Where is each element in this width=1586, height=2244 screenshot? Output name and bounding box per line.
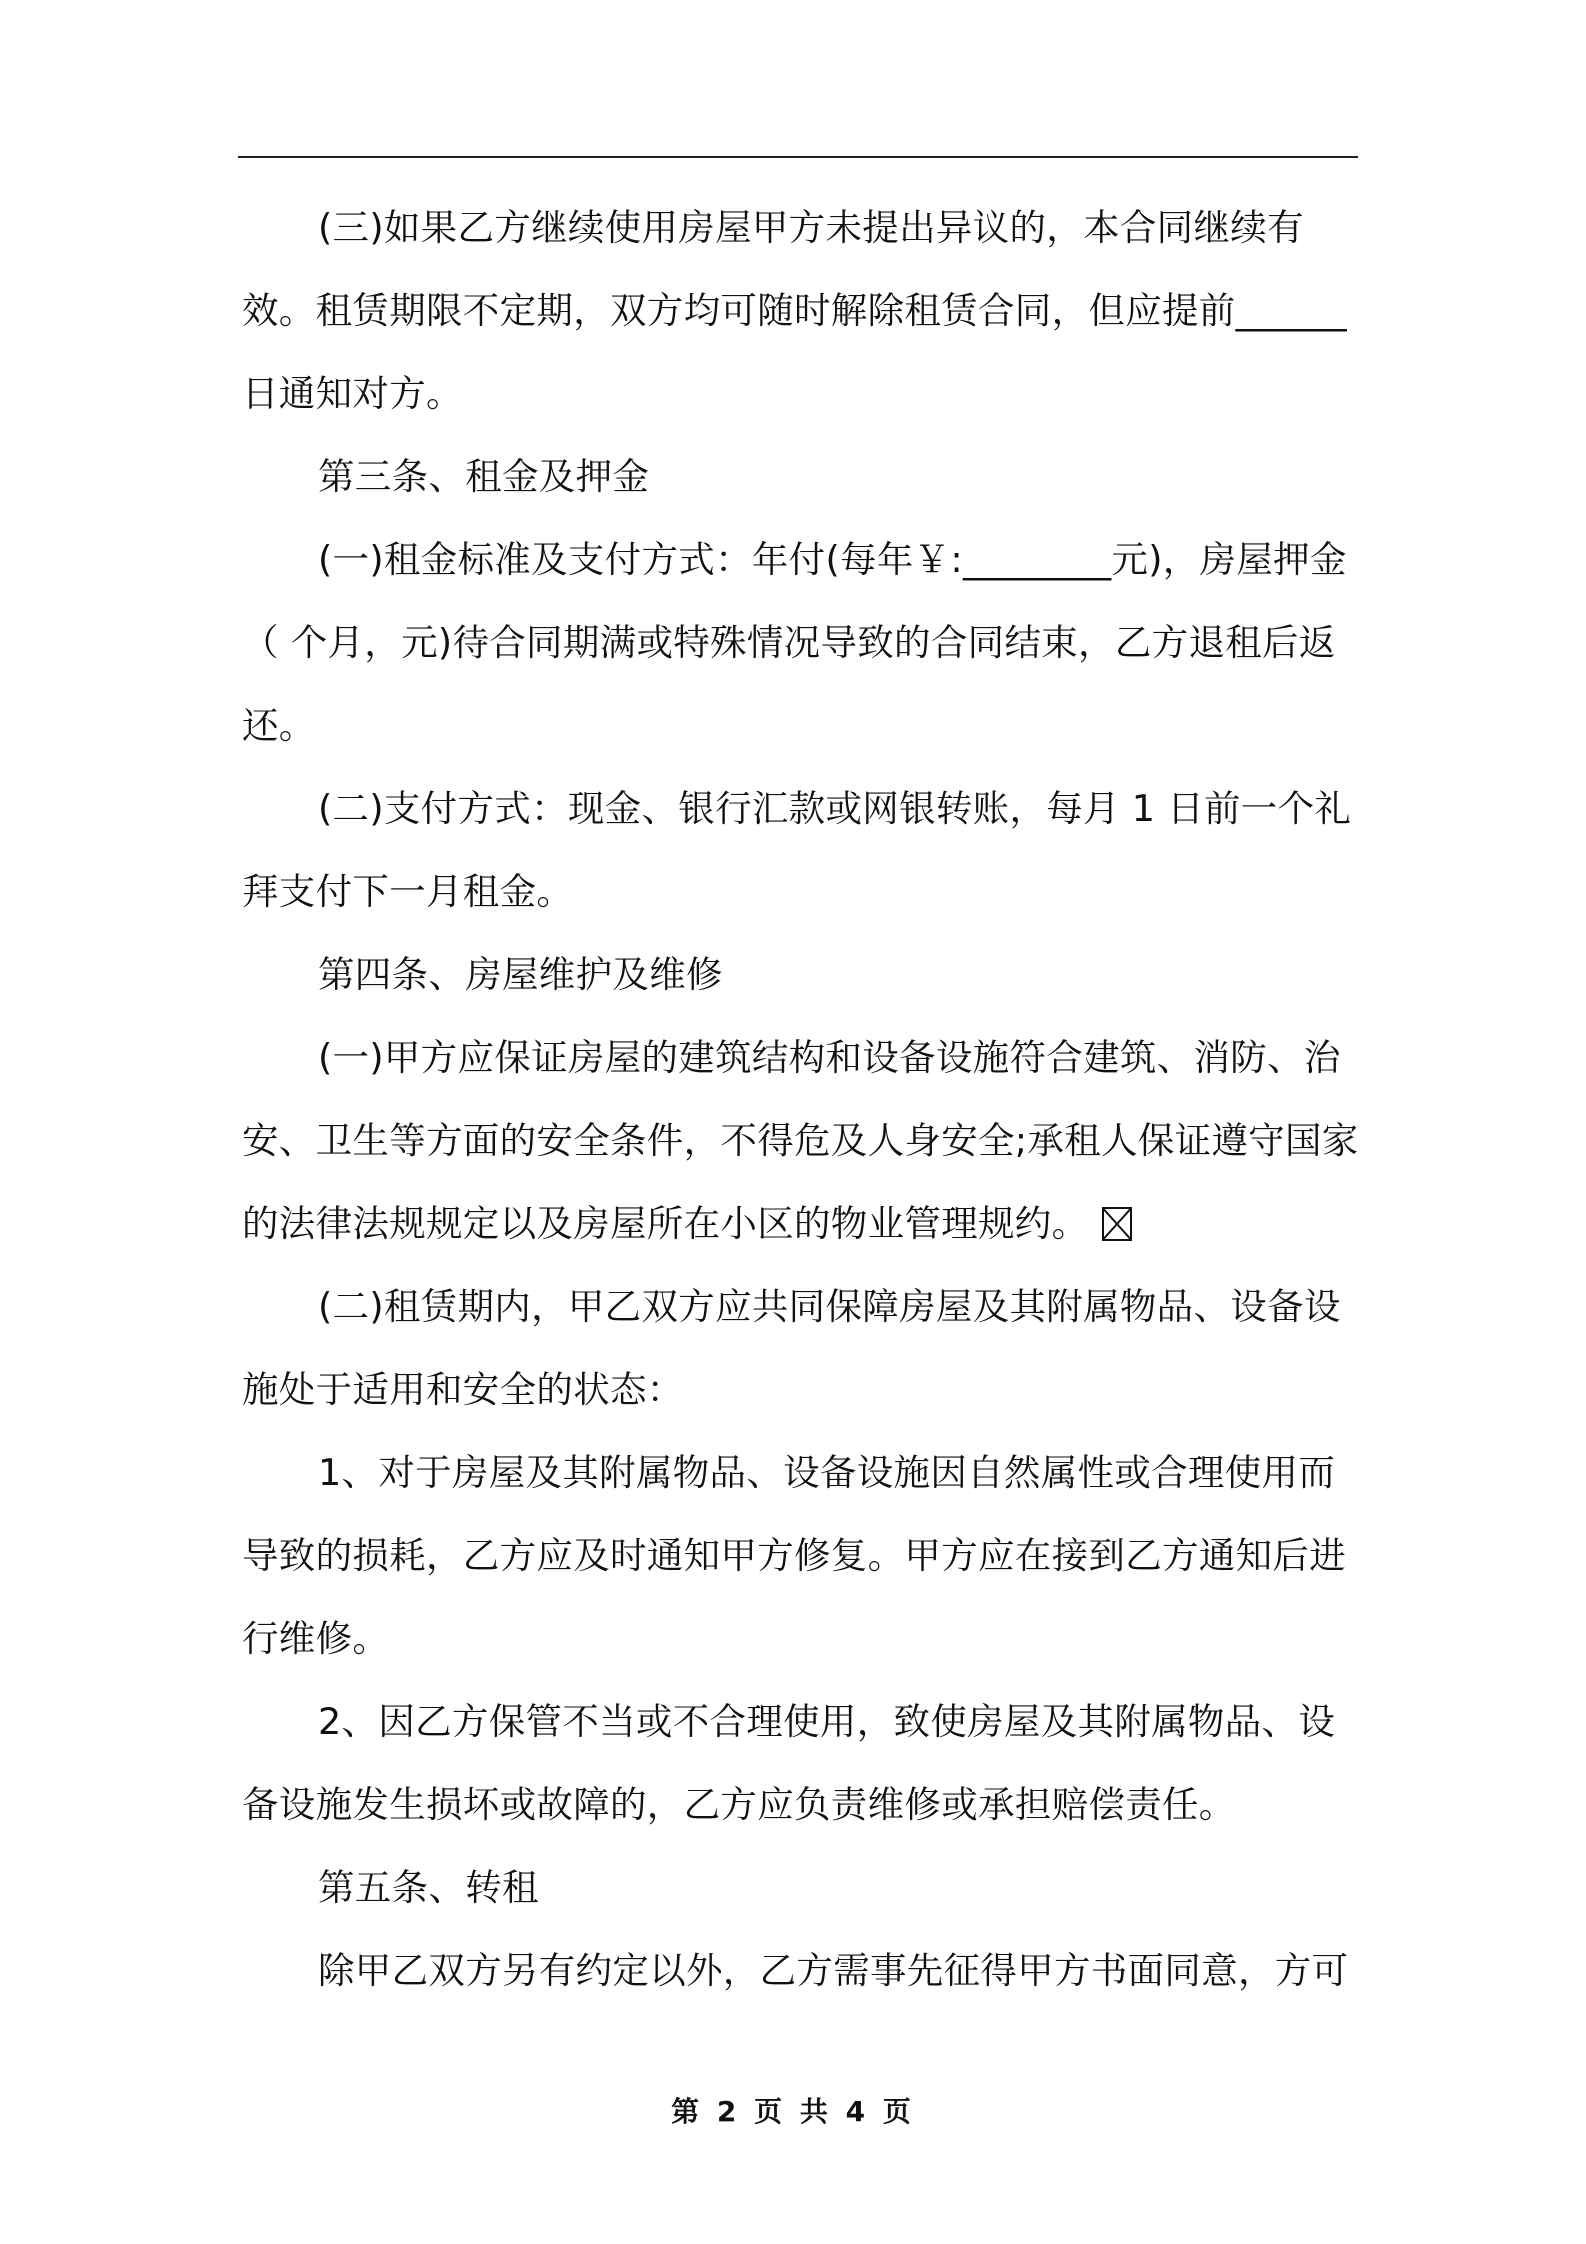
paragraph-lease-renewal: (三)如果乙方继续使用房屋甲方未提出异议的，本合同继续有效。租赁期限不定期，双方均可随时解除租赁合同，但应提前______日通知对方。	[242, 206, 1347, 415]
document-body	[242, 186, 1360, 2012]
paragraph-shared-maintenance: (二)租赁期内，甲乙双方应共同保障房屋及其附属物品、设备设施处于适用和安全的状态：	[242, 1285, 1341, 1411]
paragraph-landlord-obligations-text: (一)甲方应保证房屋的建筑结构和设备设施符合建筑、消防、治安、卫生等方面的安全条件，不得危及人身安全;承租人保证遵守国家的法律法规规定以及房屋所在小区的物业管理规约。	[242, 1036, 1359, 1245]
paragraph-tenant-damage: 2、因乙方保管不当或不合理使用，致使房屋及其附属物品、设备设施发生损坏或故障的，乙方应负责维修或承担赔偿责任。	[242, 1700, 1336, 1826]
page-number: 第 2 页 共 4 页	[671, 2095, 915, 2128]
heading-article-5: 第五条、转租	[318, 1866, 539, 1909]
paragraph-payment-method: (二)支付方式：现金、银行汇款或网银转账，每月 1 日前一个礼拜支付下一月租金。	[242, 787, 1352, 913]
paragraph-natural-wear: 1、对于房屋及其附属物品、设备设施因自然属性或合理使用而导致的损耗，乙方应及时通知甲方修复。甲方应在接到乙方通知后进行维修。	[242, 1451, 1346, 1660]
paragraph-rent-standard: (一)租金标准及支付方式：年付(每年￥:________元)，房屋押金（ 个月，元)待合同期满或特殊情况导致的合同结束，乙方退租后返还。	[242, 538, 1347, 747]
heading-article-4: 第四条、房屋维护及维修	[318, 953, 723, 996]
crossed-box-icon	[1102, 1207, 1132, 1241]
paragraph-landlord-obligations	[242, 1016, 1360, 1265]
paragraph-sublease: 除甲乙双方另有约定以外，乙方需事先征得甲方书面同意，方可	[318, 1949, 1349, 1992]
header-rule	[238, 156, 1358, 158]
heading-article-3: 第三条、租金及押金	[318, 455, 650, 498]
